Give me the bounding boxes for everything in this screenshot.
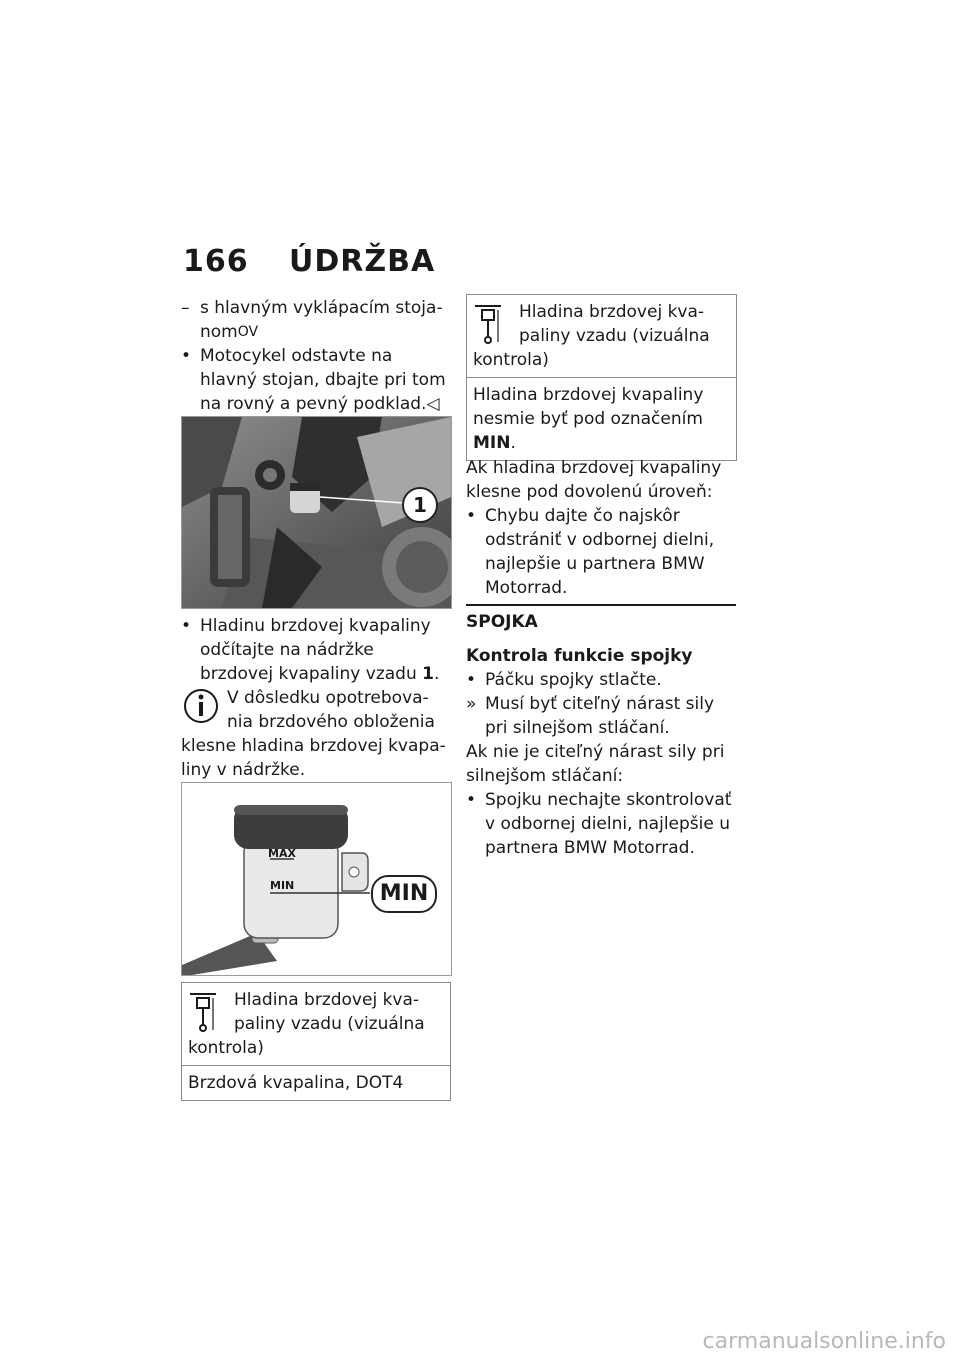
page-number: 166 bbox=[183, 244, 249, 279]
left-column-intro bbox=[181, 296, 451, 416]
left-column-step bbox=[181, 614, 451, 686]
paragraph: Ak nie je citeľný nárast sily pri silnejšom stláčaní: bbox=[466, 742, 725, 786]
gauge-icon bbox=[188, 988, 234, 1034]
section-title: ÚDRŽBA bbox=[289, 244, 436, 279]
model-variant-sup: OV bbox=[237, 324, 259, 340]
callout-1: 1 bbox=[402, 487, 438, 523]
list-item: • Páčku spojky stlačte. bbox=[466, 670, 662, 690]
list-item: • Hladinu brzdovej kvapaliny odčítajte na nádržke brzdovej kvapaliny vzadu 1. bbox=[181, 616, 440, 684]
list-item: • Spojku nechajte skontrolovať v odbornej dielni, najlepšie u partnera BMW Motorrad. bbox=[466, 790, 732, 858]
min-callout: MIN bbox=[371, 875, 437, 913]
right-column-body bbox=[466, 456, 736, 600]
list-item: • Chybu dajte čo najskôr odstrániť v odbornej dielni, najlepšie u partnera BMW Motorrad. bbox=[466, 506, 715, 598]
spec-value: Hladina brzdovej kvapaliny nesmie byť pod označením MIN. bbox=[467, 377, 736, 460]
reservoir-min-max-illustration bbox=[181, 782, 452, 976]
note-block bbox=[181, 686, 451, 782]
spec-title-row bbox=[467, 295, 736, 377]
watermark: carmanualsonline.info bbox=[702, 1329, 946, 1354]
spec-box-right bbox=[466, 294, 737, 461]
spec-title-row bbox=[182, 983, 450, 1065]
brake-reservoir-photo bbox=[181, 416, 452, 609]
label-max: MAX bbox=[268, 847, 296, 860]
section-divider bbox=[466, 604, 736, 606]
spec-title: Hladina brzdovej kva-paliny vzadu (vizuálna kontrola) bbox=[188, 990, 425, 1058]
paragraph: Ak hladina brzdovej kvapaliny klesne pod dovolenú úroveň: bbox=[466, 458, 722, 502]
section-heading: SPOJKA bbox=[466, 612, 538, 632]
spec-title: Hladina brzdovej kva-paliny vzadu (vizuálna kontrola) bbox=[473, 302, 710, 370]
section-spojka bbox=[466, 610, 736, 860]
info-icon bbox=[181, 686, 227, 734]
spec-box-left bbox=[181, 982, 451, 1101]
list-item: • Motocykel odstavte na hlavný stojan, dbajte pri tom na rovný a pevný podklad.◁ bbox=[181, 346, 446, 414]
label-min: MIN bbox=[270, 879, 295, 892]
end-triangle-icon: ◁ bbox=[426, 394, 440, 414]
list-item: – s hlavným vyklápacím stoja-nom$^{OV}$ bbox=[181, 298, 443, 342]
list-item: » Musí byť citeľný nárast sily pri silnejšom stláčaní. bbox=[466, 694, 715, 738]
note-text: V dôsledku opotrebova-nia brzdového obloženia klesne hladina brzdovej kvapa-liny v nádržke. bbox=[181, 688, 446, 780]
gauge-icon bbox=[473, 300, 519, 346]
page-header bbox=[183, 244, 435, 279]
spec-value: Brzdová kvapalina, DOT4 bbox=[182, 1065, 450, 1100]
subsection-heading: Kontrola funkcie spojky bbox=[466, 646, 693, 666]
